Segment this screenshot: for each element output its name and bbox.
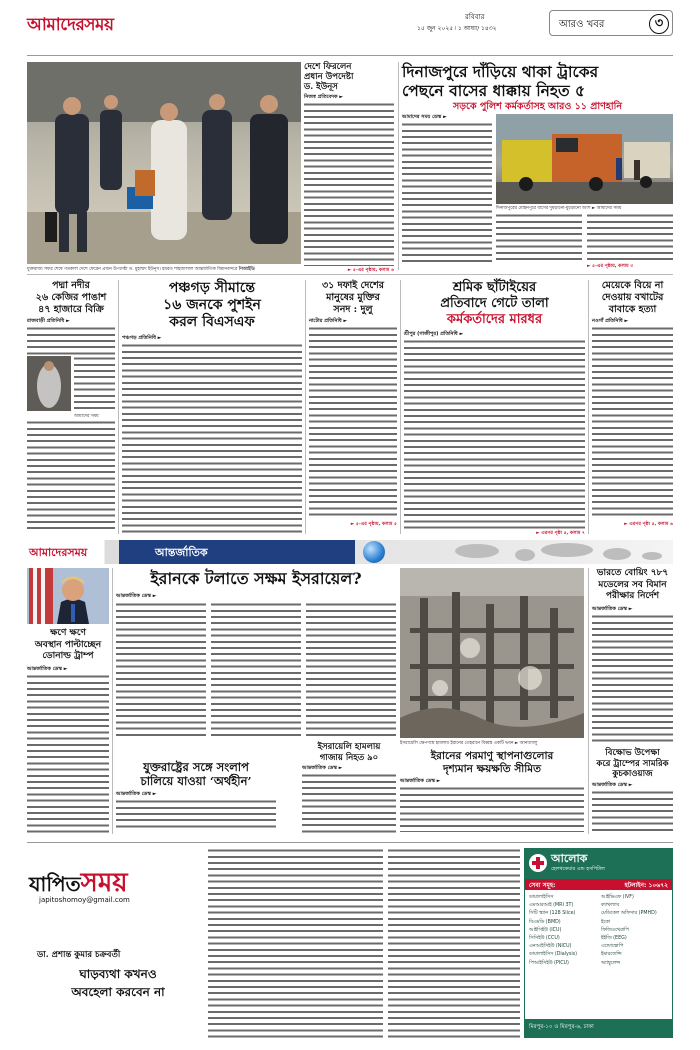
girl-headline-3: বাবাকে হত্যা <box>608 304 657 315</box>
gaza-story <box>302 742 396 834</box>
padma-headline-3: ৪৭ হাজারে বিক্রি <box>38 304 104 315</box>
lead-headline-3: ড. ইউনূস <box>304 82 338 92</box>
intl-label-box <box>119 540 355 564</box>
ad-services-left <box>529 894 599 968</box>
nuclear-photo-credit: আনাদোলু <box>519 741 538 746</box>
border-story <box>122 280 302 534</box>
girl-headline-1: মেয়েকে বিয়ে না <box>601 280 664 291</box>
girl-jump: ► এরপর পৃষ্ঠা ৫, কলাম ৬ <box>624 522 673 527</box>
boeing-byline: আন্তর্জাতিক ডেস্ক ► <box>592 605 633 612</box>
iran-headline: ইরানকে টলাতে সক্ষম ইসরায়েল? <box>150 569 362 588</box>
truck-subhead: সড়কে পুলিশ কর্মকর্তাসহ আরও ১১ প্রাণহানি <box>453 101 622 112</box>
iran-story <box>116 568 396 738</box>
people-walking-image <box>27 62 301 264</box>
ad-hotline: হটলাইন: ১০৬৭২ <box>624 882 668 889</box>
trump-headline-3: ডোনাল্ড ট্রাম্প <box>42 651 94 661</box>
ad-service-item: সিটি স্ক্যান (128 Slice) <box>529 911 576 917</box>
ad-service-item: ফিজিওথেরাপি <box>601 927 629 933</box>
globe-icon <box>363 541 385 563</box>
health-section <box>27 848 203 1038</box>
ad-service-item: বিএমডি (BMD) <box>529 919 561 925</box>
date-label: ১৫ জুন ২০২৫ ৷ ১ আষাঢ় ১৪৩২ <box>417 25 497 32</box>
ad-service-item: পিআইসিইউ (PICU) <box>529 960 569 966</box>
page-number: ৩ <box>649 14 669 34</box>
boeing-story <box>592 568 673 744</box>
fish-photo-credit: আমাদের সময় <box>74 414 99 419</box>
protest-headline-3: কুচকাওয়াজ <box>612 769 653 779</box>
lead-jump: ► ৫-এর পৃষ্ঠায়, কলাম ৬ <box>347 268 394 273</box>
ad-services-title: সেবা সমূহ: <box>529 882 556 889</box>
boeing-headline-1: ভারতে বোয়িং ৭৮৭ <box>596 568 669 578</box>
intl-banner <box>27 540 673 564</box>
workers-body <box>404 339 585 529</box>
truck-headline-1: দিনাজপুরে দাঁড়িয়ে থাকা ট্রাকের <box>402 62 599 81</box>
border-headline-2: ১৬ জনকে পুশইন <box>163 297 261 313</box>
usa-body <box>116 799 276 831</box>
girl-byline: নওগাঁ প্রতিনিধি ► <box>592 318 629 324</box>
girl-body <box>592 326 673 520</box>
usa-headline-2: চালিয়ে যাওয়া ‘অর্থহীন’ <box>140 774 252 788</box>
demands-jump: ► ৫-এর পৃষ্ঠায়, কলাম ৫ <box>350 522 397 527</box>
demands-headline-3: সনদ : দুলু <box>333 304 373 315</box>
protest-headline-2: করে ট্রাম্পের সামরিক <box>596 758 669 769</box>
truck-headline-2: পেছনে বাসের ধাক্কায় নিহত ৫ <box>402 81 586 100</box>
health-body-1 <box>208 848 383 1038</box>
ad-services-bar <box>525 879 672 890</box>
protest-headline-1: বিক্ষোভ উপেক্ষা <box>605 748 660 758</box>
demands-body <box>309 326 397 520</box>
demands-headline-1: ৩১ দফাই দেশের <box>321 280 385 291</box>
padma-body-2 <box>74 356 115 411</box>
trump-photo <box>27 568 109 624</box>
lead-body <box>304 102 394 266</box>
hospital-ad <box>524 848 673 1038</box>
boeing-headline-2: মডেলের সব বিমান <box>598 579 667 590</box>
nuclear-headline-1: ইরানের পরমাণু স্থাপনাগুলোর <box>430 750 554 762</box>
ad-header <box>525 849 672 879</box>
demands-story <box>309 280 397 534</box>
health-body-2 <box>388 848 520 1038</box>
workers-headline-2: প্রতিবাদে গেটে তালা <box>440 296 549 311</box>
ad-brand: আলোক <box>551 852 588 865</box>
border-headline-3: করল বিএসএফ <box>169 314 255 330</box>
girl-headline-2: দেওয়ায় বখাটের <box>601 292 664 303</box>
trump-story <box>27 628 109 834</box>
ad-service-item: অ্যাম্বুলেন্স <box>601 960 621 966</box>
lead-headline-2: প্রধান উপদেষ্টা <box>304 72 354 82</box>
ad-service-item: এমআরআই (MRI 3T) <box>529 903 574 909</box>
ad-service-item: ডায়ালাইসিস <box>529 895 554 900</box>
workers-story <box>404 280 585 534</box>
ad-service-item: সিসিইউ (CCU) <box>529 936 560 942</box>
padma-body-1 <box>27 326 115 356</box>
boeing-headline-3: পরীক্ষার নির্দেশ <box>605 591 660 601</box>
truck-story <box>402 62 673 270</box>
lead-headline-1: দেশে ফিরলেন <box>304 62 352 72</box>
padma-byline: রাজবাড়ী প্রতিনিধি ► <box>27 318 70 324</box>
iran-body-3 <box>306 602 396 736</box>
nuclear-byline: আন্তর্জাতিক ডেস্ক ► <box>400 778 441 784</box>
usa-headline-1: যুক্তরাষ্ট্রের সঙ্গে সংলাপ <box>143 760 249 774</box>
section-tab <box>549 10 673 36</box>
ad-service-item: আইসিইউ (ICU) <box>529 927 562 933</box>
nuclear-photo-caption: ইসরায়েলি ক্ষেপণাস্ত্র হামলায় ইরানের তেহরানে বিধ্বস্ত একটি ভবন ► আনাদোলু <box>400 741 538 746</box>
demands-byline: নাটোর প্রতিনিধি ► <box>309 318 348 324</box>
health-headline-2: অবহেলা করবেন না <box>71 985 165 999</box>
truck-body-3 <box>587 213 673 262</box>
nuclear-body <box>400 786 584 832</box>
nuclear-photo <box>400 568 584 738</box>
usa-story <box>116 760 276 834</box>
health-logo-1: যাপিত <box>29 872 81 896</box>
section-label: আরও খবর <box>559 19 605 30</box>
protest-body <box>592 790 673 834</box>
ad-service-item: ইকো <box>601 919 611 925</box>
ad-services-right <box>601 894 671 968</box>
truck-photo-credit: আমাদের সময় <box>596 206 622 211</box>
ad-footer <box>525 1019 672 1037</box>
ad-footer-address: মিরপুর-১০ ও মিরপুর-৬, ঢাকা <box>529 1024 594 1030</box>
workers-headline-3: কর্মকর্তাদের মারধর <box>446 312 543 327</box>
ad-service-item: ডায়ালাইসিস (Dialysis) <box>529 952 578 958</box>
photo-credit: পিআইডি <box>238 267 255 272</box>
masthead <box>27 10 673 40</box>
gaza-body <box>302 773 396 835</box>
ad-service-item: মেডিকেল অফিসার (PMHD) <box>601 911 657 917</box>
newspaper-logo: আমাদেরসময় <box>27 15 114 35</box>
ad-service-item: ক্যাথল্যাব <box>601 903 620 909</box>
fish-photo <box>27 356 71 411</box>
truck-jump: ► ৫-এর পৃষ্ঠায়, কলাম ৩ <box>587 264 634 269</box>
world-map-icon <box>447 542 667 562</box>
border-headline-1: পঞ্চগড় সীমান্তে <box>168 280 256 296</box>
health-headline-1: ঘাড়ব্যথা কখনও <box>79 967 157 981</box>
protest-byline: আন্তর্জাতিক ডেস্ক ► <box>592 781 633 788</box>
health-author: ডা. প্রশান্ত কুমার চক্রবর্তী <box>37 950 121 960</box>
gaza-headline-1: ইসরায়েলি হামলায় <box>317 742 381 752</box>
workers-headline-1: শ্রমিক ছাঁটাইয়ের <box>452 280 537 295</box>
lead-byline: নিজস্ব প্রতিবেদক ► <box>304 94 344 100</box>
trump-headline-1: ক্ষণে ক্ষণে <box>50 628 86 638</box>
truck-body-1 <box>402 122 492 264</box>
nuclear-story <box>400 750 584 834</box>
truck-body-2 <box>496 213 582 262</box>
padma-story <box>27 280 115 534</box>
truck-byline: আমাদের সময় ডেস্ক ► <box>402 114 447 120</box>
iran-body-1 <box>116 602 206 736</box>
demands-headline-2: মানুষের মুক্তির <box>326 292 380 303</box>
truck-photo <box>496 114 673 204</box>
boeing-body <box>592 614 673 744</box>
girl-story <box>592 280 673 534</box>
ad-service-item: ইইজি (EEG) <box>601 936 627 942</box>
iran-byline: আন্তর্জাতিক ডেস্ক ► <box>116 593 157 599</box>
lead-photo-caption: যুক্তরাজ্য সফর শেষে গতকাল দেশে ফেরেন প্রধান উপদেষ্টা ড. মুহাম্মদ ইউনূস। হযরত শাহজালাল আন্তর্জাতিক বিমানবন্দরে পিআইডি <box>27 267 255 272</box>
gaza-headline-2: গাজায় নিহত ৯০ <box>319 752 379 763</box>
intl-logo: আমাদেরসময় <box>29 546 88 559</box>
padma-headline-2: ২৬ কেজির পাঙাশ <box>35 292 107 303</box>
health-email: japitoshomoy@gmail.com <box>39 896 130 904</box>
destroyed-building-image <box>400 568 584 738</box>
crashed-bus-image <box>496 114 673 204</box>
ad-tagline: হেলথকেয়ার এন্ড হসপিটাল <box>551 866 605 872</box>
border-body <box>122 343 302 533</box>
trump-body <box>27 674 109 834</box>
intl-label: আন্তর্জাতিক <box>155 546 208 559</box>
ad-service-item: আইভিএফ (IVF) <box>601 895 634 900</box>
day-label: রবিবার <box>465 13 485 21</box>
gaza-byline: আন্তর্জাতিক ডেস্ক ► <box>302 765 343 771</box>
border-byline: পঞ্চগড় প্রতিনিধি ► <box>122 335 162 341</box>
ad-logo-icon <box>529 854 547 872</box>
workers-byline: শ্রীপুর (গাজীপুর) প্রতিনিধি ► <box>404 331 464 337</box>
ad-service-item: এনআইসিইউ (NICU) <box>529 944 572 950</box>
usa-byline: আন্তর্জাতিক ডেস্ক ► <box>116 791 157 797</box>
workers-jump: ► এরপর পৃষ্ঠা ৫, কলাম ৭ <box>536 531 585 536</box>
nuclear-headline-2: দৃশ্যমান ক্ষয়ক্ষতি সীমিত <box>443 763 541 775</box>
ad-service-item: ইমারজেন্সি <box>601 952 622 958</box>
fish-image <box>27 356 71 411</box>
trump-headline-2: অবস্থান পাল্টাচ্ছেন <box>34 639 102 650</box>
padma-headline-1: পদ্মা নদীর <box>52 280 90 291</box>
trump-byline: আন্তর্জাতিক ডেস্ক ► <box>27 665 68 672</box>
padma-body-3 <box>27 420 115 532</box>
lead-story <box>304 62 394 273</box>
protest-story <box>592 748 673 834</box>
trump-image <box>27 568 109 624</box>
lead-photo <box>27 62 301 264</box>
iran-body-2 <box>211 602 301 736</box>
truck-photo-caption: দিনাজপুরের মোহনপুরে বাসের দুমড়ানো-মুচড়ানো অংশ ► আমাদের সময় <box>496 206 622 211</box>
health-logo-2: সময় <box>80 868 128 898</box>
ad-service-item: এন্ডোস্কোপি <box>601 944 624 950</box>
